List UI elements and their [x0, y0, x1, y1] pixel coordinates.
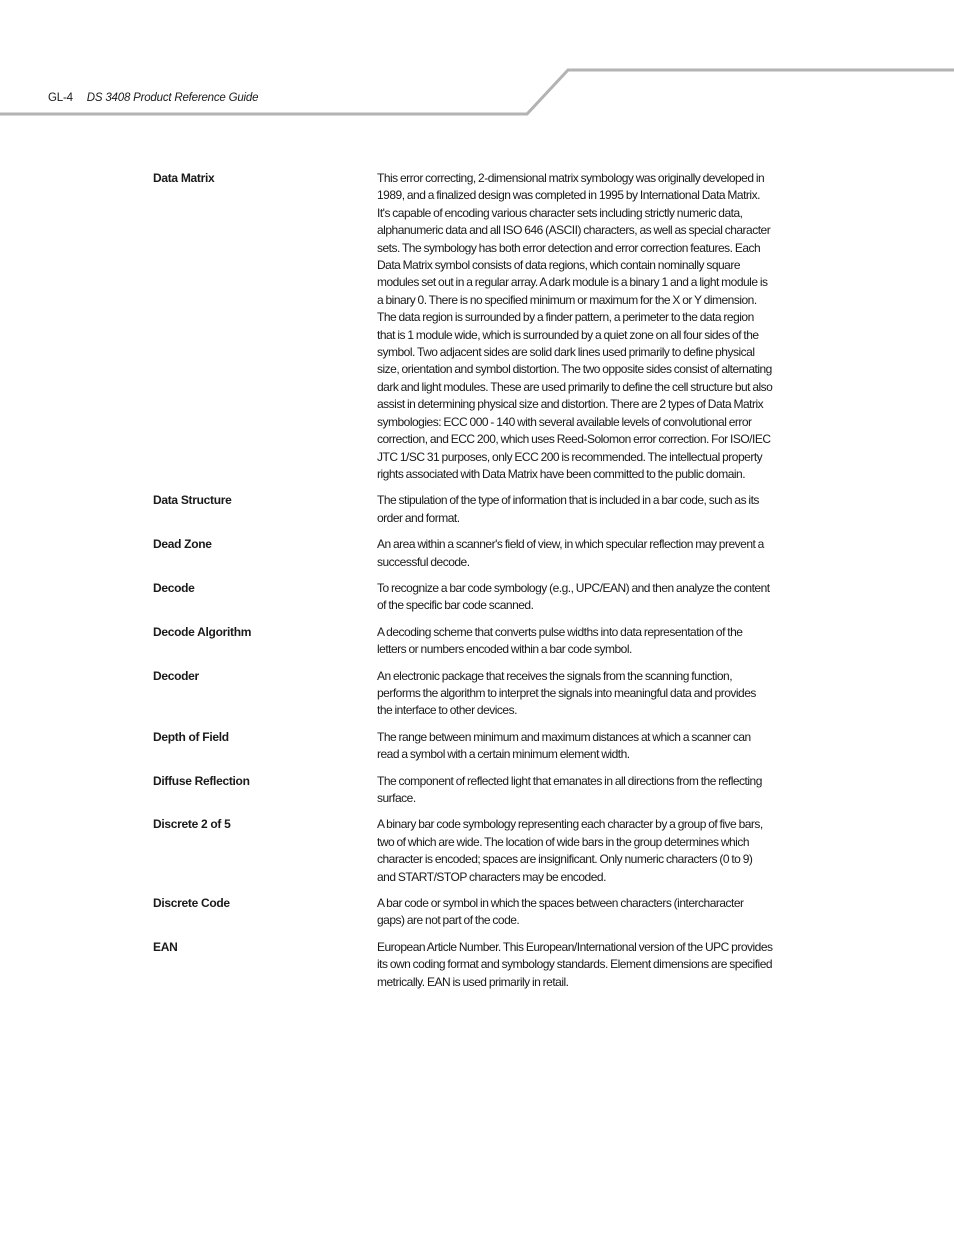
- glossary-definition: An area within a scanner's field of view, in which specular reflection may prevent a successful decode.: [377, 537, 764, 569]
- glossary-entry: [153, 816, 773, 886]
- glossary-entry: [153, 668, 773, 720]
- glossary-entry: [153, 536, 773, 571]
- page-header: [48, 91, 258, 105]
- glossary-term: Dead Zone: [153, 537, 212, 552]
- glossary-entry: [153, 729, 773, 764]
- glossary-term: Data Matrix: [153, 171, 215, 185]
- glossary-term: Discrete Code: [153, 896, 230, 911]
- glossary-entry: [153, 492, 773, 527]
- glossary-definition: The range between minimum and maximum distances at which a scanner can read a symbol with a certain minimum element width.: [377, 729, 751, 762]
- glossary-term: EAN: [153, 939, 178, 954]
- document-title: DS 3408 Product Reference Guide: [86, 92, 259, 104]
- glossary-definition: European Article Number. This European/International version of the UPC provides its own coding format and symbology standards. Element dimensions are specified metrically. EAN is used primarily in retail.: [377, 939, 773, 989]
- glossary-entry: [153, 939, 773, 991]
- glossary-entry: [153, 624, 773, 659]
- glossary-definition: The stipulation of the type of information that is included in a bar code, such as its order and format.: [377, 493, 759, 525]
- glossary-definition: To recognize a bar code symbology (e.g., UPC/EAN) and then analyze the content of the specific bar code scanned.: [377, 580, 770, 613]
- glossary-term: Depth of Field: [153, 729, 229, 744]
- glossary-definition: The component of reflected light that emanates in all directions from the reflecting surface.: [377, 773, 762, 805]
- glossary-term: Decode Algorithm: [153, 624, 252, 639]
- glossary-entry: [153, 773, 773, 808]
- glossary-definition: A binary bar code symbology representing each character by a group of five bars, two of which are wide. The location of wide bars in the group determines which character is encoded; spaces are insignificant. Only numeric characters (0 to 9) and START/STOP characters may be encoded.: [377, 817, 763, 884]
- glossary-definition: An electronic package that receives the signals from the scanning function, performs the algorithm to interpret the signals into meaningful data and provides the interface to other devices.: [377, 668, 756, 718]
- glossary-term: Diffuse Reflection: [153, 773, 250, 788]
- glossary-term: Data Structure: [153, 493, 232, 508]
- glossary-term: Discrete 2 of 5: [153, 817, 231, 832]
- glossary-definition: A bar code or symbol in which the spaces between characters (intercharacter gaps) are not part of the code.: [377, 896, 744, 928]
- glossary-entry: [153, 580, 773, 615]
- glossary-term: Decode: [153, 580, 195, 595]
- glossary-entry: [153, 170, 773, 483]
- page-number: GL-4: [48, 92, 73, 104]
- glossary-definition: This error correcting, 2-dimensional matrix symbology was originally developed in 1989, and a finalized design was completed in 1995 by International Data Matrix. It's capable of encoding various character sets including strictly numeric data, alphanumeric data and all ISO 646 (ASCII) characters, as well as special character sets. The symbology has both error detection and error correction features. Each Data Matrix symbol consists of data regions, which contain nominally square modules set out in a regular array. A dark module is a binary 1 and a light module is a binary 0. There is no specified minimum or maximum for the X or Y dimension. The data region is surrounded by a finder pattern, a perimeter to the data region that is 1 module wide, which is surrounded by a quiet zone on all four sides of the symbol. Two adjacent sides are solid dark lines used primarily to define physical size, orientation and symbol distortion. The two opposite sides consist of alternating dark and light modules. These are used primarily to define the cell structure but also assist in determining physical size and distortion. There are 2 types of Data Matrix symbologies: ECC 000 - 140 with several available levels of convolutional error correction, and ECC 200, which uses Reed-Solomon error correction. For ISO/IEC JTC 1/SC 31 purposes, only ECC 200 is recommended. The intellectual property rights associated with Data Matrix have been committed to the public domain.: [377, 171, 773, 481]
- header-swoosh-rule: [0, 0, 954, 130]
- glossary-definition: A decoding scheme that converts pulse widths into data representation of the letters or numbers encoded within a bar code symbol.: [377, 624, 743, 657]
- glossary-list: [153, 170, 773, 1000]
- glossary-term: Decoder: [153, 668, 199, 683]
- glossary-entry: [153, 895, 773, 930]
